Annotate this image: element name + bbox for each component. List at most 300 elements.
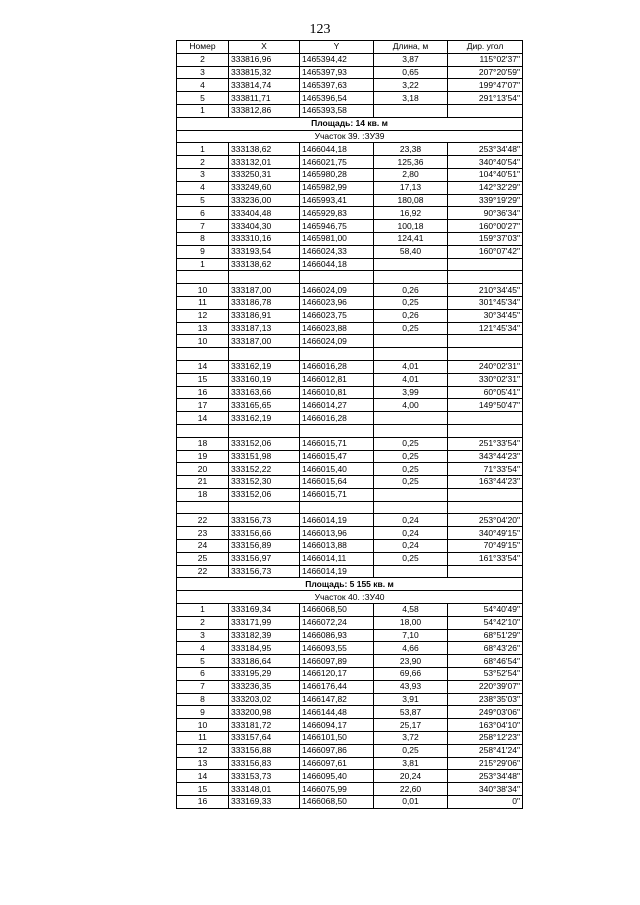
- cell-number: 14: [177, 360, 229, 373]
- cell-number: 1: [177, 143, 229, 156]
- cell-direction-angle: 159°37'03": [448, 232, 523, 245]
- cell-direction-angle: 199°47'07": [448, 79, 523, 92]
- cell-number: 10: [177, 719, 229, 732]
- cell-length: [374, 104, 448, 117]
- cell-length: 25,17: [374, 719, 448, 732]
- cell-y: 1466012,81: [300, 373, 374, 386]
- area-summary-row: [177, 117, 523, 130]
- table-row: [177, 514, 523, 527]
- cell-number: 17: [177, 399, 229, 412]
- table-row: [177, 335, 523, 348]
- cell-length: 0,25: [374, 437, 448, 450]
- cell-length: 4,01: [374, 373, 448, 386]
- cell-length: 4,01: [374, 360, 448, 373]
- cell-x: 333151,98: [229, 450, 300, 463]
- table-row: [177, 156, 523, 169]
- cell-number: 13: [177, 322, 229, 335]
- table-row: [177, 706, 523, 719]
- cell-x: 333816,96: [229, 53, 300, 66]
- cell-number: 4: [177, 642, 229, 655]
- cell-direction-angle: 90°36'34": [448, 207, 523, 220]
- cell-direction-angle: [448, 488, 523, 501]
- cell-number: 22: [177, 565, 229, 578]
- cell-direction-angle: 160°07'42": [448, 245, 523, 258]
- cell-number: 8: [177, 693, 229, 706]
- cell-x: 333132,01: [229, 156, 300, 169]
- cell-number: [177, 501, 229, 514]
- cell-direction-angle: 104°40'51": [448, 168, 523, 181]
- header-y: Y: [300, 41, 374, 54]
- area-summary: Площадь: 14 кв. м: [177, 117, 523, 130]
- cell-x: 333138,62: [229, 143, 300, 156]
- table-row: [177, 220, 523, 233]
- cell-y: 1466101,50: [300, 732, 374, 745]
- table-row: [177, 309, 523, 322]
- cell-y: 1466072,24: [300, 616, 374, 629]
- cell-x: 333184,95: [229, 642, 300, 655]
- cell-x: 333811,71: [229, 92, 300, 105]
- cell-direction-angle: 340°38'34": [448, 783, 523, 796]
- cell-number: 1: [177, 104, 229, 117]
- cell-direction-angle: [448, 335, 523, 348]
- table-row: [177, 540, 523, 553]
- cell-number: 18: [177, 437, 229, 450]
- cell-number: 3: [177, 66, 229, 79]
- cell-y: 1466068,50: [300, 604, 374, 617]
- cell-x: 333156,73: [229, 565, 300, 578]
- cell-number: 5: [177, 655, 229, 668]
- cell-length: 17,13: [374, 181, 448, 194]
- cell-direction-angle: 301°45'34": [448, 296, 523, 309]
- cell-y: 1465394,42: [300, 53, 374, 66]
- cell-direction-angle: 121°45'34": [448, 322, 523, 335]
- cell-number: 12: [177, 309, 229, 322]
- cell-x: 333162,19: [229, 360, 300, 373]
- cell-y: 1466024,33: [300, 245, 374, 258]
- cell-number: [177, 348, 229, 361]
- cell-x: 333152,30: [229, 476, 300, 489]
- cell-number: 22: [177, 514, 229, 527]
- table-row: [177, 360, 523, 373]
- cell-x: 333160,19: [229, 373, 300, 386]
- cell-number: 25: [177, 552, 229, 565]
- cell-length: 3,81: [374, 757, 448, 770]
- cell-number: 16: [177, 796, 229, 809]
- cell-x: 333152,22: [229, 463, 300, 476]
- cell-direction-angle: 71°33'54": [448, 463, 523, 476]
- cell-direction-angle: 70°49'15": [448, 540, 523, 553]
- cell-y: 1466016,28: [300, 412, 374, 425]
- table-row: [177, 104, 523, 117]
- cell-length: [374, 501, 448, 514]
- cell-x: 333187,13: [229, 322, 300, 335]
- table-row: [177, 399, 523, 412]
- cell-length: 100,18: [374, 220, 448, 233]
- cell-x: 333163,66: [229, 386, 300, 399]
- cell-y: 1466015,64: [300, 476, 374, 489]
- cell-number: 23: [177, 527, 229, 540]
- header-direction-angle: Дир. угол: [448, 41, 523, 54]
- cell-number: 2: [177, 53, 229, 66]
- cell-y: 1466075,99: [300, 783, 374, 796]
- cell-number: 12: [177, 744, 229, 757]
- cell-number: 6: [177, 668, 229, 681]
- cell-y: 1466144,48: [300, 706, 374, 719]
- cell-length: [374, 424, 448, 437]
- cell-y: [300, 271, 374, 284]
- cell-y: 1465397,93: [300, 66, 374, 79]
- cell-direction-angle: 343°44'23": [448, 450, 523, 463]
- cell-direction-angle: 258°12'23": [448, 732, 523, 745]
- cell-x: 333153,73: [229, 770, 300, 783]
- cell-y: 1466086,93: [300, 629, 374, 642]
- cell-length: 0,25: [374, 463, 448, 476]
- cell-length: 124,41: [374, 232, 448, 245]
- header-x: X: [229, 41, 300, 54]
- cell-number: 5: [177, 194, 229, 207]
- table-row: [177, 757, 523, 770]
- cell-number: 6: [177, 207, 229, 220]
- cell-number: 15: [177, 783, 229, 796]
- cell-direction-angle: [448, 424, 523, 437]
- cell-length: 3,87: [374, 53, 448, 66]
- cell-x: 333186,78: [229, 296, 300, 309]
- cell-length: 0,25: [374, 476, 448, 489]
- cell-x: [229, 501, 300, 514]
- cell-x: 333156,66: [229, 527, 300, 540]
- table-row: [177, 680, 523, 693]
- cell-length: 4,66: [374, 642, 448, 655]
- table-row: [177, 719, 523, 732]
- table-row: [177, 488, 523, 501]
- cell-x: 333814,74: [229, 79, 300, 92]
- cell-direction-angle: 163°44'23": [448, 476, 523, 489]
- table-row: [177, 732, 523, 745]
- table-row: [177, 783, 523, 796]
- cell-length: [374, 335, 448, 348]
- cell-x: 333157,64: [229, 732, 300, 745]
- cell-x: 333169,34: [229, 604, 300, 617]
- cell-x: 333152,06: [229, 488, 300, 501]
- table-row: [177, 322, 523, 335]
- cell-direction-angle: 258°41'24": [448, 744, 523, 757]
- table-header: [177, 41, 523, 54]
- cell-length: [374, 258, 448, 271]
- cell-number: 19: [177, 450, 229, 463]
- cell-x: 333203,02: [229, 693, 300, 706]
- cell-x: 333148,01: [229, 783, 300, 796]
- cell-number: 21: [177, 476, 229, 489]
- cell-direction-angle: [448, 271, 523, 284]
- cell-length: 23,38: [374, 143, 448, 156]
- cell-length: 3,22: [374, 79, 448, 92]
- header-row: [177, 41, 523, 54]
- cell-x: 333165,65: [229, 399, 300, 412]
- cell-direction-angle: [448, 104, 523, 117]
- cell-y: 1466095,40: [300, 770, 374, 783]
- cell-y: 1466097,61: [300, 757, 374, 770]
- header-length: Длина, м: [374, 41, 448, 54]
- table-row: [177, 565, 523, 578]
- area-summary: Площадь: 5 155 кв. м: [177, 578, 523, 591]
- cell-x: 333193,54: [229, 245, 300, 258]
- cell-y: 1465393,58: [300, 104, 374, 117]
- table-row: [177, 271, 523, 284]
- cell-number: 11: [177, 732, 229, 745]
- cell-direction-angle: 238°35'03": [448, 693, 523, 706]
- cell-y: 1466023,88: [300, 322, 374, 335]
- table-row: [177, 258, 523, 271]
- cell-length: 0,26: [374, 284, 448, 297]
- cell-direction-angle: 340°49'15": [448, 527, 523, 540]
- cell-direction-angle: 53°52'54": [448, 668, 523, 681]
- cell-direction-angle: 220°39'07": [448, 680, 523, 693]
- cell-y: [300, 348, 374, 361]
- cell-length: 7,10: [374, 629, 448, 642]
- table-row: [177, 53, 523, 66]
- table-body: [177, 53, 523, 808]
- cell-y: 1466013,88: [300, 540, 374, 553]
- cell-y: 1466097,89: [300, 655, 374, 668]
- cell-length: 3,72: [374, 732, 448, 745]
- cell-x: 333156,97: [229, 552, 300, 565]
- cell-x: 333310,16: [229, 232, 300, 245]
- cell-direction-angle: 54°42'10": [448, 616, 523, 629]
- cell-direction-angle: 339°19'29": [448, 194, 523, 207]
- cell-y: 1465397,63: [300, 79, 374, 92]
- cell-x: 333236,35: [229, 680, 300, 693]
- cell-length: 0,01: [374, 796, 448, 809]
- cell-x: 333200,98: [229, 706, 300, 719]
- cell-y: 1465981,00: [300, 232, 374, 245]
- cell-x: 333156,89: [229, 540, 300, 553]
- table-row: [177, 143, 523, 156]
- cell-direction-angle: 253°34'48": [448, 143, 523, 156]
- cell-length: 4,00: [374, 399, 448, 412]
- cell-direction-angle: 149°50'47": [448, 399, 523, 412]
- cell-x: 333812,86: [229, 104, 300, 117]
- cell-length: 0,25: [374, 322, 448, 335]
- cell-y: 1465929,83: [300, 207, 374, 220]
- cell-number: 10: [177, 284, 229, 297]
- cell-x: 333138,62: [229, 258, 300, 271]
- cell-number: 9: [177, 245, 229, 258]
- table-row: [177, 348, 523, 361]
- cell-direction-angle: 340°40'54": [448, 156, 523, 169]
- cell-number: 20: [177, 463, 229, 476]
- cell-length: 125,36: [374, 156, 448, 169]
- table-row: [177, 181, 523, 194]
- cell-x: 333162,19: [229, 412, 300, 425]
- cell-number: 11: [177, 296, 229, 309]
- cell-direction-angle: 249°03'06": [448, 706, 523, 719]
- cell-y: [300, 424, 374, 437]
- cell-direction-angle: 251°33'54": [448, 437, 523, 450]
- cell-y: 1466015,40: [300, 463, 374, 476]
- cell-direction-angle: 291°13'54": [448, 92, 523, 105]
- cell-number: 16: [177, 386, 229, 399]
- cell-x: 333404,30: [229, 220, 300, 233]
- cell-length: [374, 348, 448, 361]
- cell-length: 0,25: [374, 744, 448, 757]
- header-number: Номер: [177, 41, 229, 54]
- table-row: [177, 79, 523, 92]
- cell-y: 1466021,75: [300, 156, 374, 169]
- cell-direction-angle: [448, 412, 523, 425]
- cell-length: 0,24: [374, 527, 448, 540]
- cell-direction-angle: 207°20'59": [448, 66, 523, 79]
- cell-length: 16,92: [374, 207, 448, 220]
- cell-length: 69,66: [374, 668, 448, 681]
- cell-y: 1466015,71: [300, 488, 374, 501]
- cell-number: 8: [177, 232, 229, 245]
- cell-length: 2,80: [374, 168, 448, 181]
- parcel-heading: Участок 40. :ЗУ40: [177, 591, 523, 604]
- cell-x: 333152,06: [229, 437, 300, 450]
- cell-length: 53,87: [374, 706, 448, 719]
- table-row: [177, 552, 523, 565]
- cell-x: 333181,72: [229, 719, 300, 732]
- cell-x: [229, 424, 300, 437]
- cell-length: 0,25: [374, 296, 448, 309]
- table-row: [177, 796, 523, 809]
- cell-y: 1466023,96: [300, 296, 374, 309]
- cell-y: 1466014,27: [300, 399, 374, 412]
- cell-number: 2: [177, 616, 229, 629]
- table-row: [177, 668, 523, 681]
- cell-number: 14: [177, 412, 229, 425]
- cell-direction-angle: 210°34'45": [448, 284, 523, 297]
- table-row: [177, 386, 523, 399]
- cell-x: 333169,33: [229, 796, 300, 809]
- table-row: [177, 450, 523, 463]
- cell-number: 7: [177, 680, 229, 693]
- cell-length: [374, 412, 448, 425]
- cell-x: 333236,00: [229, 194, 300, 207]
- cell-number: [177, 271, 229, 284]
- cell-y: 1466044,18: [300, 258, 374, 271]
- parcel-heading-row: [177, 591, 523, 604]
- cell-direction-angle: 115°02'37": [448, 53, 523, 66]
- table-row: [177, 296, 523, 309]
- table-row: [177, 245, 523, 258]
- table-row: [177, 616, 523, 629]
- cell-number: 13: [177, 757, 229, 770]
- table-row: [177, 194, 523, 207]
- table-row: [177, 437, 523, 450]
- cell-y: 1465396,54: [300, 92, 374, 105]
- cell-direction-angle: [448, 258, 523, 271]
- cell-direction-angle: 161°33'54": [448, 552, 523, 565]
- cell-x: 333249,60: [229, 181, 300, 194]
- parcel-heading: Участок 39. :ЗУ39: [177, 130, 523, 143]
- cell-y: 1466014,19: [300, 565, 374, 578]
- table-row: [177, 770, 523, 783]
- cell-y: 1466016,28: [300, 360, 374, 373]
- cell-number: 14: [177, 770, 229, 783]
- cell-y: 1466147,82: [300, 693, 374, 706]
- table-row: [177, 232, 523, 245]
- cell-y: 1466014,19: [300, 514, 374, 527]
- page-number: 123: [309, 22, 331, 37]
- cell-number: 9: [177, 706, 229, 719]
- cell-y: [300, 501, 374, 514]
- cell-length: 43,93: [374, 680, 448, 693]
- cell-length: 3,91: [374, 693, 448, 706]
- cell-y: 1465946,75: [300, 220, 374, 233]
- cell-x: 333156,83: [229, 757, 300, 770]
- cell-y: 1466024,09: [300, 284, 374, 297]
- cell-direction-angle: 240°02'31": [448, 360, 523, 373]
- cell-y: 1465982,99: [300, 181, 374, 194]
- cell-x: 333186,91: [229, 309, 300, 322]
- cell-number: [177, 424, 229, 437]
- cell-direction-angle: 60°05'41": [448, 386, 523, 399]
- cell-y: 1466120,17: [300, 668, 374, 681]
- cell-y: 1465980,28: [300, 168, 374, 181]
- cell-x: [229, 348, 300, 361]
- table-row: [177, 207, 523, 220]
- cell-number: 3: [177, 629, 229, 642]
- table-row: [177, 168, 523, 181]
- cell-length: 0,65: [374, 66, 448, 79]
- coordinates-table: [176, 40, 523, 809]
- cell-y: 1466015,47: [300, 450, 374, 463]
- cell-x: 333404,48: [229, 207, 300, 220]
- cell-number: 4: [177, 79, 229, 92]
- cell-length: 58,40: [374, 245, 448, 258]
- cell-direction-angle: 30°34'45": [448, 309, 523, 322]
- cell-number: 5: [177, 92, 229, 105]
- cell-length: 23,90: [374, 655, 448, 668]
- cell-direction-angle: 68°43'26": [448, 642, 523, 655]
- cell-number: 24: [177, 540, 229, 553]
- cell-y: 1466097,86: [300, 744, 374, 757]
- cell-direction-angle: 68°46'54": [448, 655, 523, 668]
- cell-length: 0,24: [374, 514, 448, 527]
- cell-number: 18: [177, 488, 229, 501]
- cell-y: 1466015,71: [300, 437, 374, 450]
- cell-y: 1466024,09: [300, 335, 374, 348]
- cell-length: 4,58: [374, 604, 448, 617]
- table-row: [177, 501, 523, 514]
- cell-length: 0,26: [374, 309, 448, 322]
- table-row: [177, 629, 523, 642]
- cell-number: 15: [177, 373, 229, 386]
- cell-direction-angle: 0": [448, 796, 523, 809]
- cell-x: 333195,29: [229, 668, 300, 681]
- cell-y: 1466014,11: [300, 552, 374, 565]
- cell-x: 333156,88: [229, 744, 300, 757]
- table-row: [177, 744, 523, 757]
- cell-y: 1466023,75: [300, 309, 374, 322]
- cell-direction-angle: 160°00'27": [448, 220, 523, 233]
- cell-y: 1466010,81: [300, 386, 374, 399]
- table-row: [177, 527, 523, 540]
- cell-y: 1466044,18: [300, 143, 374, 156]
- cell-direction-angle: 253°34'48": [448, 770, 523, 783]
- cell-length: [374, 271, 448, 284]
- cell-length: [374, 488, 448, 501]
- cell-number: 1: [177, 258, 229, 271]
- cell-y: 1466013,96: [300, 527, 374, 540]
- table-row: [177, 92, 523, 105]
- cell-x: 333815,32: [229, 66, 300, 79]
- cell-number: 7: [177, 220, 229, 233]
- cell-length: 0,25: [374, 450, 448, 463]
- cell-direction-angle: 142°32'29": [448, 181, 523, 194]
- cell-y: 1466176,44: [300, 680, 374, 693]
